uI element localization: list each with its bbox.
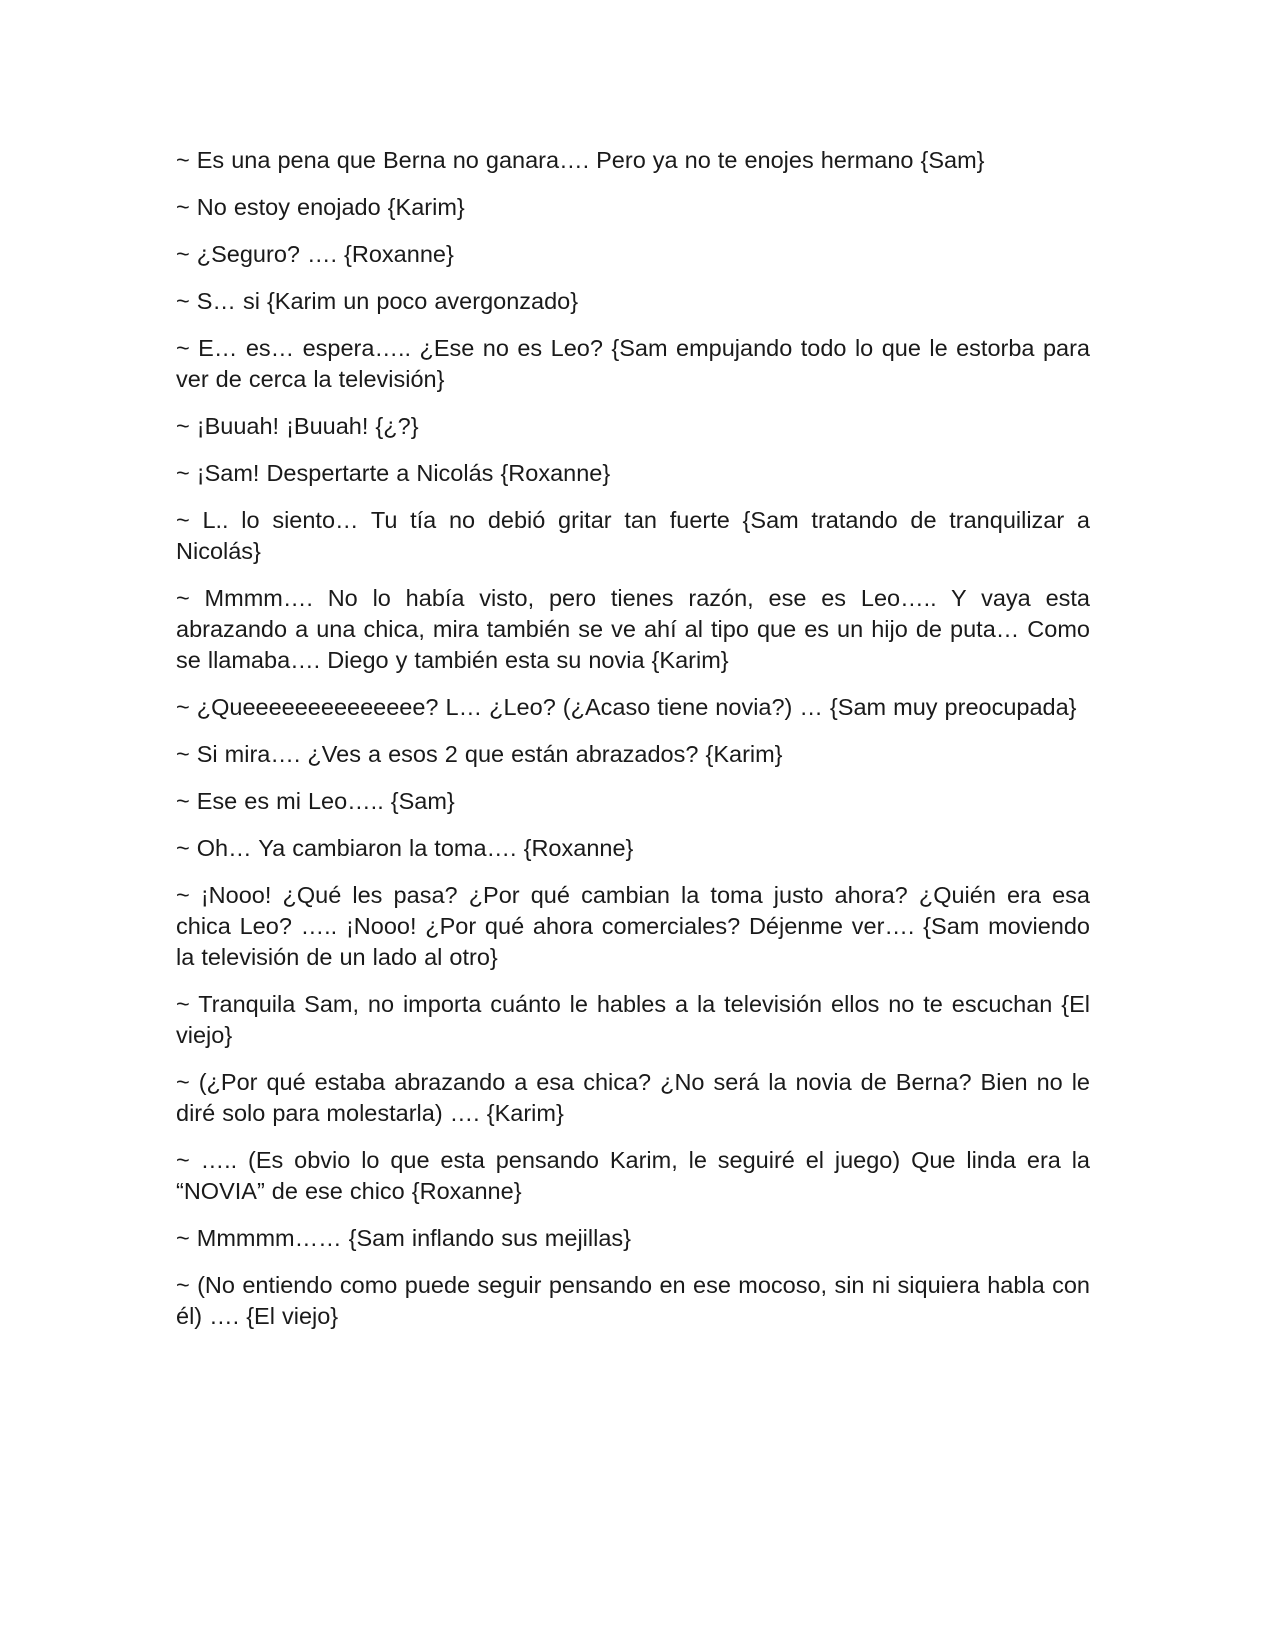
- dialogue-line: ~ No estoy enojado {Karim}: [176, 194, 465, 220]
- dialogue-line: ~ (¿Por qué estaba abrazando a esa chica? ¿No será la novia de Berna? Bien no le diré solo para molestarla) …. {Karim}: [176, 1069, 1090, 1126]
- dialogue-line: ~ S… si {Karim un poco avergonzado}: [176, 288, 579, 314]
- dialogue-line: ~ ¡Nooo! ¿Qué les pasa? ¿Por qué cambian la toma justo ahora? ¿Quién era esa chica Leo? ….. ¡Nooo! ¿Por qué ahora comerciales? Déjenme ver…. {Sam moviendo la televisión de un lado al otro}: [176, 882, 1090, 970]
- dialogue-line: ~ L.. lo siento… Tu tía no debió gritar tan fuerte {Sam tratando de tranquilizar a Nicolás}: [176, 507, 1090, 564]
- dialogue-line: ~ Tranquila Sam, no importa cuánto le hables a la televisión ellos no te escuchan {El viejo}: [176, 991, 1090, 1048]
- dialogue-line: ~ ¡Buuah! ¡Buuah! {¿?}: [176, 413, 419, 439]
- dialogue-line: ~ Mmmm…. No lo había visto, pero tienes razón, ese es Leo….. Y vaya esta abrazando a una chica, mira también se ve ahí al tipo que es un hijo de puta… Como se llamaba…. Diego y también esta su novia {Karim}: [176, 585, 1090, 673]
- document-body: [176, 145, 1090, 1348]
- dialogue-line: ~ Si mira…. ¿Ves a esos 2 que están abrazados? {Karim}: [176, 741, 783, 767]
- dialogue-line: ~ ¡Sam! Despertarte a Nicolás {Roxanne}: [176, 460, 611, 486]
- dialogue-line: ~ Mmmmm…… {Sam inflando sus mejillas}: [176, 1225, 632, 1251]
- dialogue-line: ~ ¿Seguro? …. {Roxanne}: [176, 241, 454, 267]
- dialogue-line: ~ Ese es mi Leo….. {Sam}: [176, 788, 455, 814]
- dialogue-line: ~ ….. (Es obvio lo que esta pensando Karim, le seguiré el juego) Que linda era la “NOVIA” de ese chico {Roxanne}: [176, 1147, 1090, 1204]
- dialogue-line: ~ ¿Queeeeeeeeeeeeee? L… ¿Leo? (¿Acaso tiene novia?) … {Sam muy preocupada}: [176, 694, 1077, 720]
- dialogue-line: ~ E… es… espera….. ¿Ese no es Leo? {Sam empujando todo lo que le estorba para ver de cerca la televisión}: [176, 335, 1090, 392]
- dialogue-line: ~ Es una pena que Berna no ganara…. Pero ya no te enojes hermano {Sam}: [176, 147, 985, 173]
- dialogue-line: ~ (No entiendo como puede seguir pensando en ese mocoso, sin ni siquiera habla con él) …. {El viejo}: [176, 1272, 1090, 1329]
- dialogue-line: ~ Oh… Ya cambiaron la toma…. {Roxanne}: [176, 835, 634, 861]
